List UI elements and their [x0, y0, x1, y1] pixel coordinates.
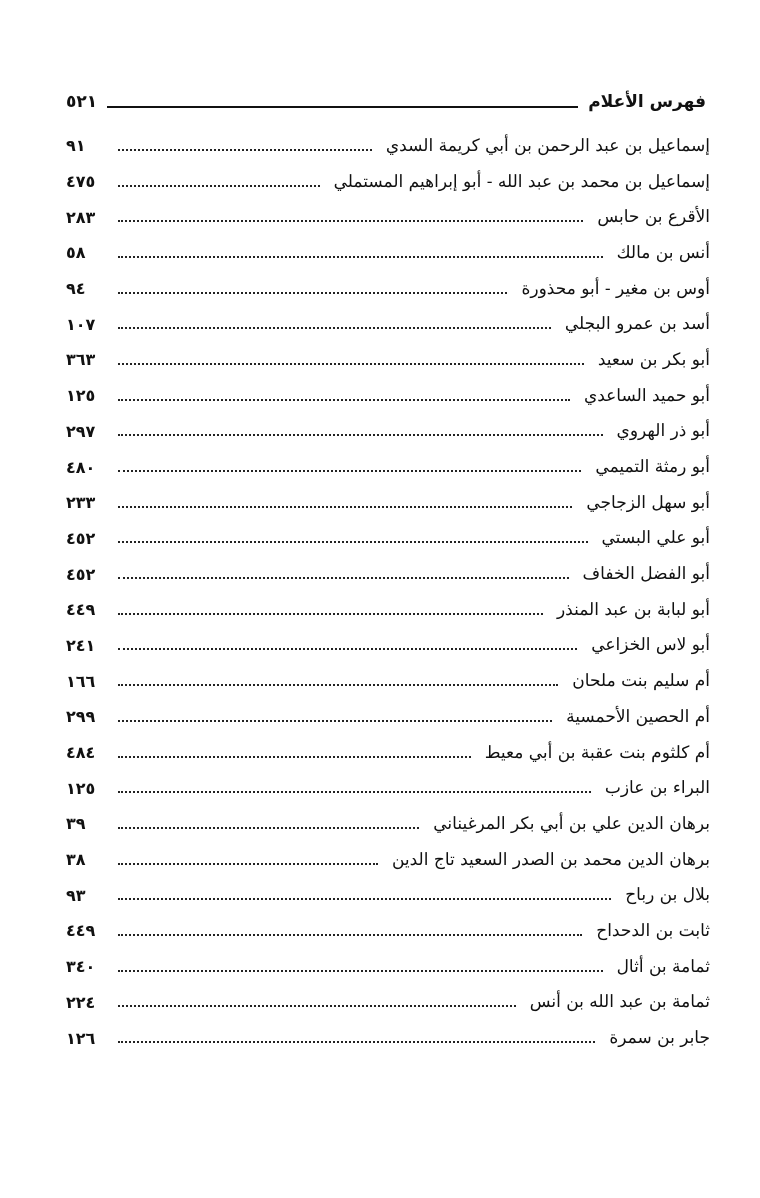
index-entry [66, 485, 710, 521]
index-entry [66, 628, 710, 664]
entry-name: ثمامة بن عبد الله بن أنس [529, 992, 710, 1013]
entry-page: ١٢٥ [66, 778, 96, 798]
dot-leader [118, 541, 588, 543]
entry-page: ٣٤٠ [66, 957, 96, 977]
index-entry [66, 271, 710, 307]
dot-leader [118, 684, 558, 686]
entry-page: ٤٤٩ [66, 921, 96, 941]
entry-name: إسماعيل بن عبد الرحمن بن أبي كريمة السدي [385, 135, 710, 156]
index-entry [66, 770, 710, 806]
entry-page: ٣٦٣ [66, 350, 96, 370]
dot-leader [118, 434, 603, 436]
index-entry [66, 235, 710, 271]
dot-leader [118, 470, 581, 472]
entry-page: ٢٣٣ [66, 493, 96, 513]
entry-page: ٩٤ [66, 279, 86, 299]
entry-page: ١٠٧ [66, 314, 96, 334]
entry-page: ٢٨٣ [66, 207, 96, 227]
index-entry [66, 342, 710, 378]
dot-leader [118, 220, 583, 222]
dot-leader [118, 613, 543, 615]
entry-page: ٩٣ [66, 885, 86, 905]
entry-name: أوس بن مغير - أبو محذورة [521, 278, 710, 299]
entry-name: أبو لبابة بن عبد المنذر [556, 599, 710, 620]
entry-page: ٢٩٧ [66, 421, 96, 441]
dot-leader [118, 720, 552, 722]
entry-name: بلال بن رباح [625, 885, 710, 906]
entry-page: ٢٤١ [66, 635, 96, 655]
entry-page: ٤٨٠ [66, 457, 96, 477]
dot-leader [118, 934, 582, 936]
index-entry [66, 556, 710, 592]
dot-leader [118, 863, 378, 865]
index-entry [66, 378, 710, 414]
index-entry [66, 414, 710, 450]
entry-page: ٤٨٤ [66, 743, 96, 763]
index-entry [66, 913, 710, 949]
entry-page: ١٢٦ [66, 1028, 96, 1048]
entry-page: ٥٨ [66, 243, 86, 263]
index-entry [66, 877, 710, 913]
entry-name: ثابت بن الدحداح [596, 920, 710, 941]
index-entry [66, 985, 710, 1021]
dot-leader [118, 577, 569, 579]
dot-leader [118, 1005, 516, 1007]
entry-page: ١٦٦ [66, 671, 96, 691]
index-entry [66, 199, 710, 235]
entry-page: ٢٩٩ [66, 707, 96, 727]
entry-name: برهان الدين علي بن أبي بكر المرغيناني [433, 813, 710, 834]
entry-page: ٤٧٥ [66, 172, 96, 192]
entry-name: أبو لاس الخزاعي [591, 635, 710, 656]
dot-leader [118, 506, 572, 508]
dot-leader [118, 256, 603, 258]
index-entry [66, 592, 710, 628]
dot-leader [118, 1041, 595, 1043]
entry-name: جابر بن سمرة [609, 1028, 710, 1049]
entry-name: أم الحصين الأحمسية [566, 706, 710, 727]
index-list [66, 128, 710, 1056]
dot-leader [118, 399, 570, 401]
entry-name: أبو سهل الزجاجي [586, 492, 710, 513]
entry-page: ٢٢٤ [66, 992, 96, 1012]
index-entry [66, 949, 710, 985]
entry-name: أبو علي البستي [601, 528, 710, 549]
dot-leader [118, 970, 603, 972]
header-rule [107, 106, 578, 108]
index-entry [66, 449, 710, 485]
index-entry [66, 735, 710, 771]
entry-name: أبو رمثة التميمي [595, 457, 710, 478]
entry-name: أبو حميد الساعدي [583, 385, 710, 406]
dot-leader [118, 149, 372, 151]
entry-name: البراء بن عازب [604, 778, 710, 799]
dot-leader [118, 898, 611, 900]
index-entry [66, 1020, 710, 1056]
page-title: فهرس الأعلام [588, 92, 706, 112]
page-header [66, 84, 706, 114]
entry-name: أنس بن مالك [616, 242, 710, 263]
dot-leader [118, 292, 507, 294]
entry-name: أبو ذر الهروي [616, 421, 710, 442]
entry-page: ٣٨ [66, 850, 86, 870]
index-entry [66, 164, 710, 200]
index-entry [66, 663, 710, 699]
entry-name: الأقرع بن حابس [597, 207, 710, 228]
dot-leader [118, 756, 471, 758]
dot-leader [118, 363, 584, 365]
entry-name: برهان الدين محمد بن الصدر السعيد تاج الدين [391, 849, 710, 870]
dot-leader [118, 185, 320, 187]
entry-name: ثمامة بن أثال [616, 956, 710, 977]
dot-leader [118, 648, 577, 650]
dot-leader [118, 327, 551, 329]
index-entry [66, 521, 710, 557]
entry-name: أبو الفضل الخفاف [582, 564, 710, 585]
index-entry [66, 306, 710, 342]
entry-page: ٣٩ [66, 814, 86, 834]
dot-leader [118, 827, 419, 829]
index-entry [66, 842, 710, 878]
dot-leader [118, 791, 591, 793]
entry-name: أبو بكر بن سعيد [597, 349, 710, 370]
entry-name: إسماعيل بن محمد بن عبد الله - أبو إبراهيم المستملي [333, 171, 710, 192]
entry-page: ٩١ [66, 136, 86, 156]
entry-name: أم كلثوم بنت عقبة بن أبي معيط [484, 742, 710, 763]
entry-page: ١٢٥ [66, 386, 96, 406]
index-entry [66, 699, 710, 735]
page-number: ٥٢١ [66, 92, 98, 112]
entry-page: ٤٥٢ [66, 564, 96, 584]
index-entry [66, 128, 710, 164]
index-entry [66, 806, 710, 842]
entry-page: ٤٥٢ [66, 528, 96, 548]
entry-page: ٤٤٩ [66, 600, 96, 620]
entry-name: أسد بن عمرو البجلي [564, 314, 710, 335]
entry-name: أم سليم بنت ملحان [572, 671, 710, 692]
